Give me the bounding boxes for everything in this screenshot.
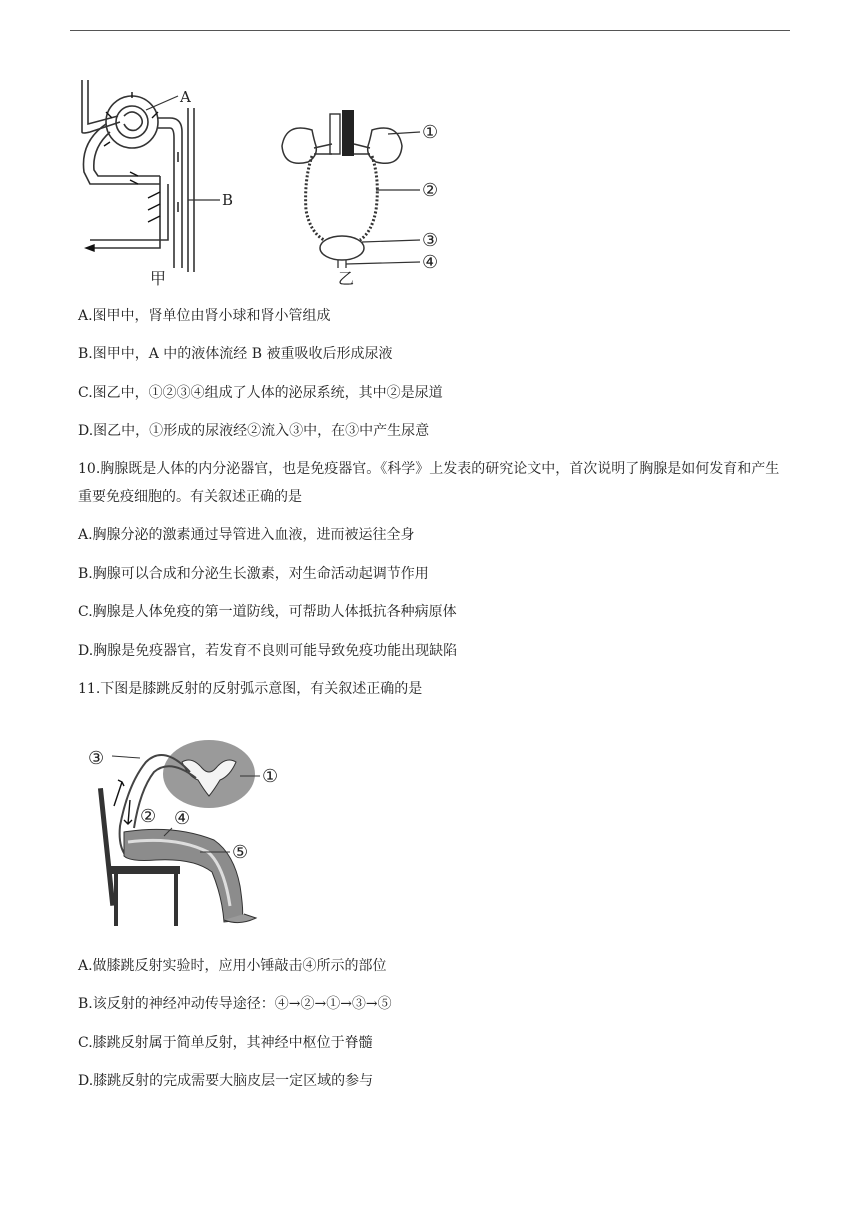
q11-option-c: C.膝跳反射属于简单反射，其神经中枢位于脊髓 [78, 1035, 373, 1051]
q9-option-b: B.图甲中，A 中的液体流经 B 被重吸收后形成尿液 [78, 346, 393, 362]
q9-option-c: C.图乙中，①②③④组成了人体的泌尿系统，其中②是尿道 [78, 385, 443, 401]
q10-option-c: C.胸腺是人体免疫的第一道防线，可帮助人体抵抗各种病原体 [78, 604, 457, 620]
q10-stem: 10.胸腺既是人体的内分泌器官，也是免疫器官。《科学》上发表的研究论文中，首次说明了胸腺是如何发育和产生重要免疫细胞的。有关叙述正确的是 [78, 461, 780, 505]
label-kidney: ① [422, 122, 439, 143]
label-a: A [180, 88, 191, 106]
label-efferent-3: ③ [88, 748, 105, 769]
label-effector-5: ⑤ [232, 842, 249, 863]
q10-option-b: B.胸腺可以合成和分泌生长激素，对生命活动起调节作用 [78, 566, 429, 582]
q11-stem: 11.下图是膝跳反射的反射弧示意图，有关叙述正确的是 [78, 681, 423, 697]
urinary-system-diagram [272, 100, 462, 290]
caption-jia: 甲 [150, 269, 167, 288]
label-b: B [222, 191, 234, 209]
knee-jerk-reflex-diagram [84, 736, 304, 932]
q11-option-b: B.该反射的神经冲动传导途径：④→②→①→③→⑤ [78, 996, 392, 1012]
label-ureter: ② [422, 180, 439, 201]
label-urethra: ④ [422, 252, 439, 273]
q10-option-d: D.胸腺是免疫器官，若发育不良则可能导致免疫功能出现缺陷 [78, 643, 458, 659]
header-rule [70, 30, 790, 31]
label-center-1: ① [262, 766, 279, 787]
label-afferent-2: ② [140, 806, 157, 827]
q10-option-a: A.胸腺分泌的激素通过导管进入血液，进而被运往全身 [78, 527, 415, 543]
label-receptor-4: ④ [174, 808, 191, 829]
label-bladder: ③ [422, 230, 439, 251]
q11-option-d: D.膝跳反射的完成需要大脑皮层一定区域的参与 [78, 1073, 374, 1089]
nephron-diagram [70, 72, 250, 290]
q11-option-a: A.做膝跳反射实验时，应用小锤敲击④所示的部位 [78, 958, 387, 974]
q9-option-d: D.图乙中，①形成的尿液经②流入③中，在③中产生尿意 [78, 423, 430, 439]
caption-yi: 乙 [338, 269, 355, 288]
q9-option-a: A.图甲中，肾单位由肾小球和肾小管组成 [78, 308, 331, 324]
